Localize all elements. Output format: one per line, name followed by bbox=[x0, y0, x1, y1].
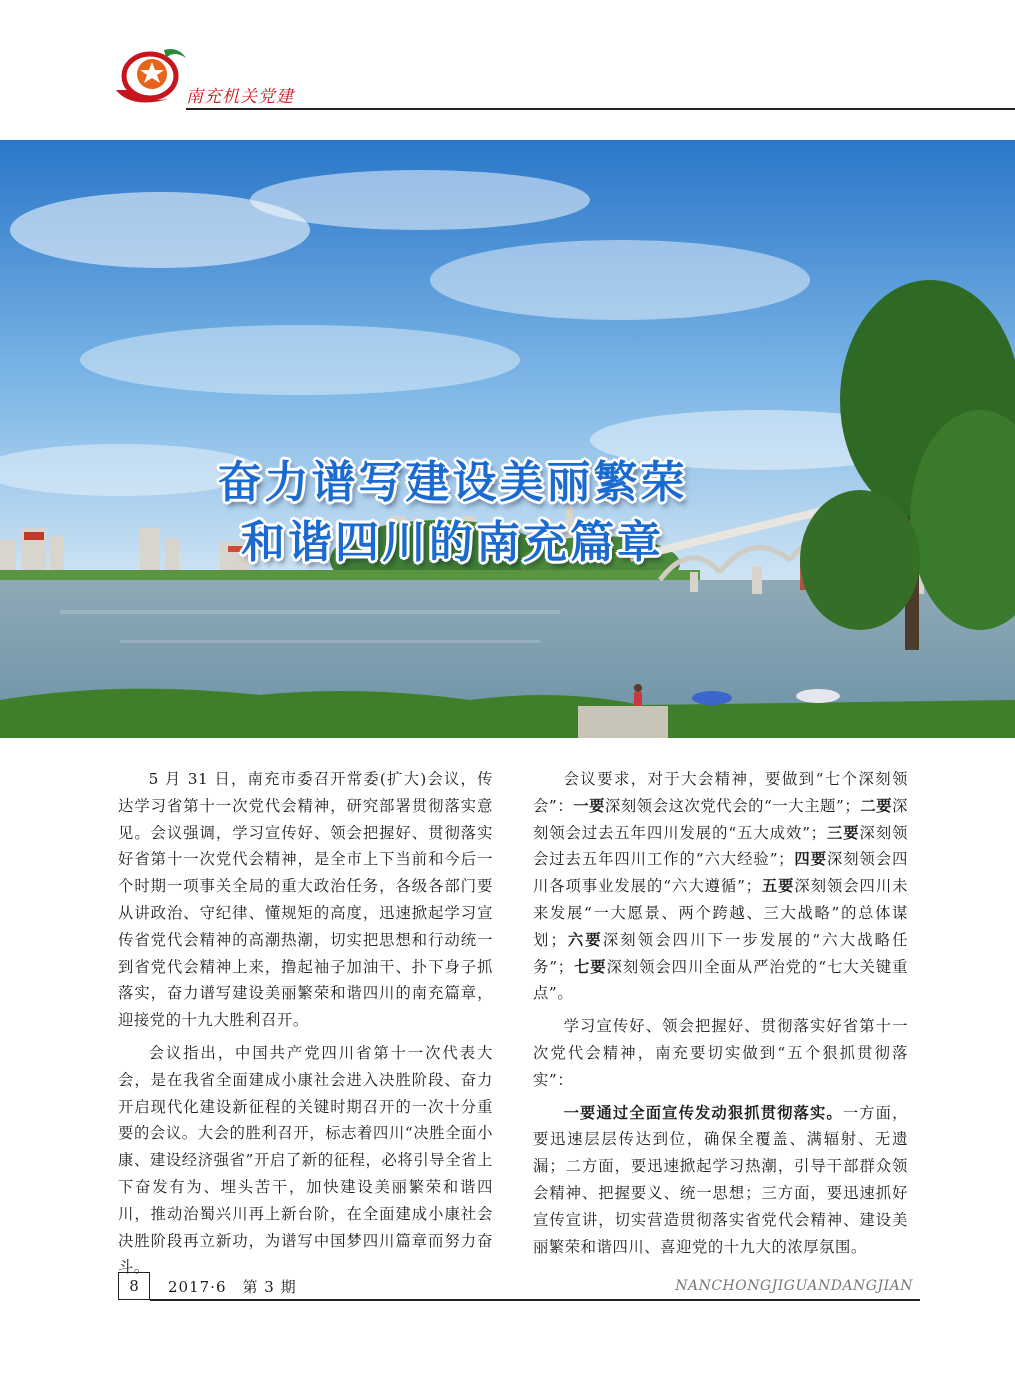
paragraph-1: 5 月 31 日，南充市委召开常委(扩大)会议，传达学习省第十一次党代会精神，研究部署贯彻落实意见。会议强调，学习宣传好、领会把握好、贯彻落实好省第十一次党代会精神，是全市上下当前和今后一个时期一项事关全局的重大政治任务，各级各部门要从讲政治、守纪律、懂规矩的高度，迅速掀起学习宣传省党代会精神的高潮热潮，切实把思想和行动统一到省党代会精神上来，撸起袖子加油干、扑下身子抓落实，奋力谱写建设美丽繁荣和谐四川的南充篇章，迎接党的十九大胜利召开。 bbox=[118, 770, 493, 1030]
p3-bold-4: 四要 bbox=[794, 850, 827, 869]
p3-bold-6: 六要 bbox=[566, 930, 603, 949]
p3-text-1: 深刻领会这次党代会的“一大主题”； bbox=[605, 796, 861, 815]
p3-bold-2: 二要 bbox=[860, 796, 893, 815]
p3-bold-5: 五要 bbox=[761, 877, 795, 896]
header-rule bbox=[186, 108, 1015, 110]
p3-text-4: 深刻领会四川各项事业发展的“六大遵循”； bbox=[533, 850, 908, 896]
footer-rule bbox=[150, 1299, 920, 1301]
paragraph-2: 会议指出，中国共产党四川省第十一次代表大会，是在我省全面建成小康社会进入决胜阶段、奋力开启现代化建设新征程的关键时期召开的一次十分重要的会议。大会的胜利召开，标志着四川“决胜全面小康、建设经济强省”开启了新的征程，必将引导全省上下奋发有为、埋头苦干，加快建设美丽繁荣和谐四川，推动治蜀兴川再上新台阶，在全面建成小康社会决胜阶段再立新功，为谱写中国梦四川篇章而努力奋斗。 bbox=[118, 1043, 493, 1277]
p5-bold: 一要通过全面宣传发动狠抓贯彻落实。 bbox=[563, 1103, 843, 1122]
article-column-left bbox=[118, 766, 493, 1281]
article-column-right bbox=[533, 766, 908, 1260]
paragraph-5 bbox=[533, 1100, 908, 1261]
p5-text: 一方面，要迅速层层传达到位，确保全覆盖、满辐射、无遗漏；二方面，要迅速掀起学习热潮，引导干部群众领会精神、把握要义、统一思想；三方面，要迅速抓好宣传宣讲，切实营造贯彻落实省党代会精神、建设美丽繁荣和谐四川、喜迎党的十九大的浓厚氛围。 bbox=[533, 1103, 909, 1256]
issue-info: 2017·6 第 3 期 bbox=[168, 1278, 297, 1296]
p3-bold-1: 一要 bbox=[573, 796, 606, 815]
page-header bbox=[0, 0, 1015, 140]
p3-text-7: 深刻领会四川全面从严治党的“七大关键重点”。 bbox=[533, 957, 909, 1003]
p3-bold-7: 七要 bbox=[573, 957, 607, 976]
magazine-logo bbox=[112, 40, 188, 112]
magazine-latin-name: NANCHONGJIGUANDANGJIAN bbox=[675, 1278, 913, 1294]
page-number: 8 bbox=[118, 1272, 150, 1300]
landscape-illustration bbox=[0, 140, 1015, 738]
paragraph-4: 学习宣传好、领会把握好、贯彻落实好省第十一次党代会精神，南充要切实做到“五个狠抓贯彻落实”： bbox=[533, 1017, 908, 1089]
page-footer bbox=[0, 1270, 1015, 1310]
p3-intro: 会议要求，对于大会精神，要做到“七个深刻领会”： bbox=[533, 770, 908, 815]
p3-bold-3: 三要 bbox=[826, 823, 860, 842]
article-title-line1: 奋力谱写建设美丽繁荣 bbox=[217, 457, 688, 508]
article-title-line2: 和谐四川的南充篇章 bbox=[241, 517, 664, 568]
paragraph-3 bbox=[533, 766, 908, 1007]
p3-text-5: 深刻领会四川未来发展“一大愿景、两个跨越、三大战略”的总体谋划； bbox=[533, 877, 908, 949]
p3-text-3: 深刻领会过去五年四川工作的“六大经验”； bbox=[533, 823, 909, 869]
p3-text-2: 深刻领会过去五年四川发展的“五大成效”； bbox=[533, 796, 909, 842]
p3-text-6: 深刻领会四川下一步发展的“六大战略任务”； bbox=[533, 930, 909, 976]
hero-photo bbox=[0, 140, 1015, 738]
magazine-name: 南充机关党建 bbox=[186, 87, 294, 107]
